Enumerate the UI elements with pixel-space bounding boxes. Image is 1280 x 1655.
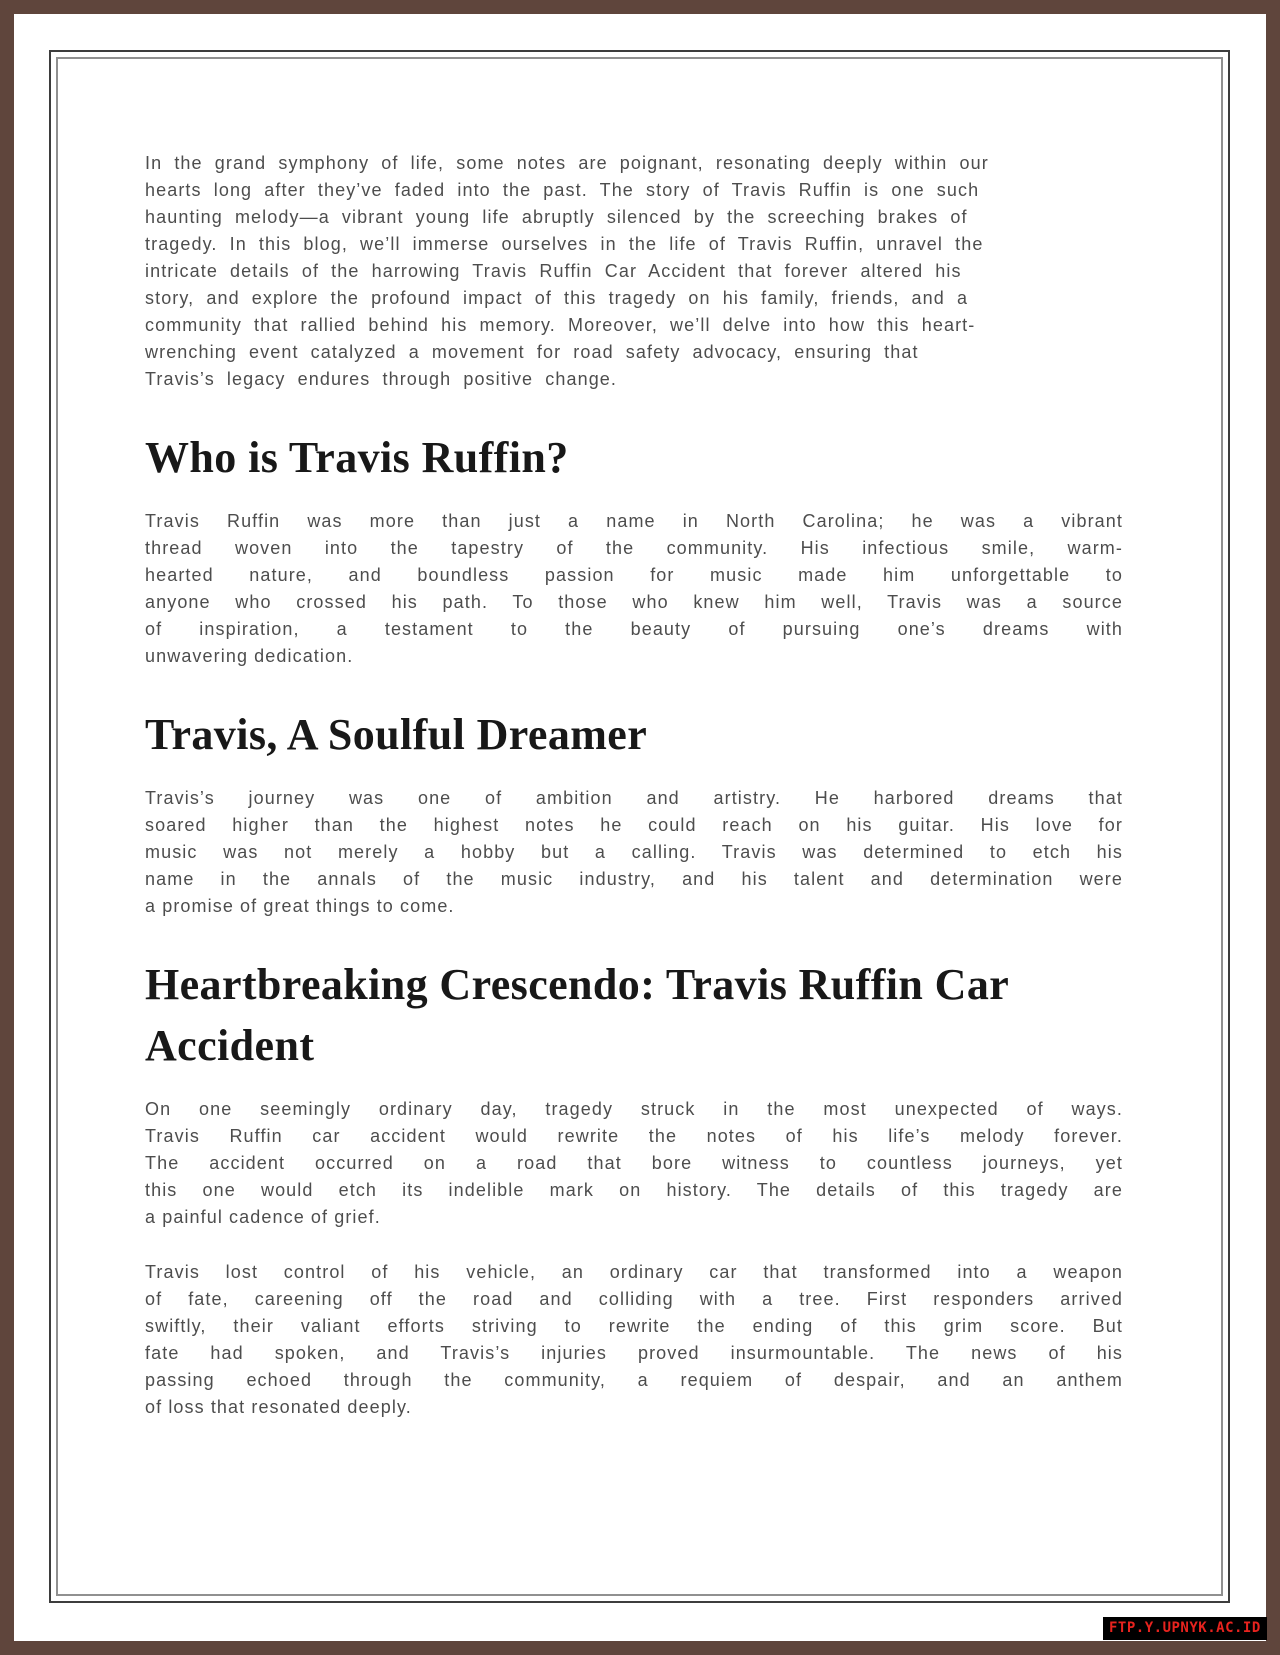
text-line: On one seemingly ordinary day, tragedy struck in the most unexpected of ways. <box>145 1099 1123 1119</box>
text-line: of loss that resonated deeply. <box>145 1397 412 1417</box>
text-line: story, and explore the profound impact of this tragedy on his family, friends, and a <box>145 288 969 308</box>
text-line: passing echoed through the community, a requiem of despair, and an anthem <box>145 1370 1123 1390</box>
text-line: The accident occurred on a road that bore witness to countless journeys, yet <box>145 1153 1123 1173</box>
text-line: haunting melody—a vibrant young life abruptly silenced by the screeching brakes of <box>145 207 968 227</box>
watermark-badge <box>1103 1617 1267 1640</box>
text-line: soared higher than the highest notes he could reach on his guitar. His love for <box>145 815 1123 835</box>
section-heading-car-accident: Heartbreaking Crescendo: Travis Ruffin Car Accident <box>145 960 1009 1070</box>
intro-paragraph <box>145 150 1123 393</box>
section-heading-soulful-dreamer: Travis, A Soulful Dreamer <box>145 710 648 759</box>
text-line: Travis Ruffin was more than just a name in North Carolina; he was a vibrant <box>145 511 1123 531</box>
text-line: this one would etch its indelible mark on history. The details of this tragedy are <box>145 1180 1123 1200</box>
text-line: fate had spoken, and Travis’s injuries proved insurmountable. The news of his <box>145 1343 1123 1363</box>
text-line: wrenching event catalyzed a movement for road safety advocacy, ensuring that <box>145 342 919 362</box>
text-line: Travis lost control of his vehicle, an ordinary car that transformed into a weapon <box>145 1262 1123 1282</box>
text-line: tragedy. In this blog, we’ll immerse ourselves in the life of Travis Ruffin, unravel the <box>145 234 984 254</box>
text-line: Travis’s journey was one of ambition and artistry. He harbored dreams that <box>145 788 1123 808</box>
text-line: a painful cadence of grief. <box>145 1207 381 1227</box>
article-content <box>145 14 1123 1449</box>
document-page <box>14 14 1266 1641</box>
text-line: a promise of great things to come. <box>145 896 455 916</box>
text-line: In the grand symphony of life, some notes are poignant, resonating deeply within our <box>145 153 989 173</box>
text-line: music was not merely a hobby but a calling. Travis was determined to etch his <box>145 842 1123 862</box>
text-line: Travis’s legacy endures through positive change. <box>145 369 618 389</box>
text-line: hearts long after they’ve faded into the past. The story of Travis Ruffin is one such <box>145 180 980 200</box>
text-line: community that rallied behind his memory. Moreover, we’ll delve into how this heart- <box>145 315 976 335</box>
text-line: hearted nature, and boundless passion for music made him unforgettable to <box>145 565 1123 585</box>
text-line: intricate details of the harrowing Travis Ruffin Car Accident that forever altered his <box>145 261 962 281</box>
text-line: of inspiration, a testament to the beauty of pursuing one’s dreams with <box>145 619 1123 639</box>
text-line: swiftly, their valiant efforts striving to rewrite the ending of this grim score. But <box>145 1316 1123 1336</box>
watermark-text: FTP.Y.UPNYK.AC.ID <box>1109 1620 1261 1636</box>
paragraph-who-is-travis-ruffin <box>145 508 1123 670</box>
paragraph-soulful-dreamer <box>145 785 1123 920</box>
text-line: name in the annals of the music industry, and his talent and determination were <box>145 869 1123 889</box>
paragraph-car-accident-2 <box>145 1259 1123 1421</box>
text-line: of fate, careening off the road and colliding with a tree. First responders arrived <box>145 1289 1123 1309</box>
paragraph-car-accident-1 <box>145 1096 1123 1231</box>
text-line: Travis Ruffin car accident would rewrite the notes of his life’s melody forever. <box>145 1126 1123 1146</box>
section-heading-who-is-travis-ruffin: Who is Travis Ruffin? <box>145 433 569 482</box>
text-line: unwavering dedication. <box>145 646 354 666</box>
text-line: anyone who crossed his path. To those who knew him well, Travis was a source <box>145 592 1123 612</box>
text-line: thread woven into the tapestry of the community. His infectious smile, warm- <box>145 538 1123 558</box>
